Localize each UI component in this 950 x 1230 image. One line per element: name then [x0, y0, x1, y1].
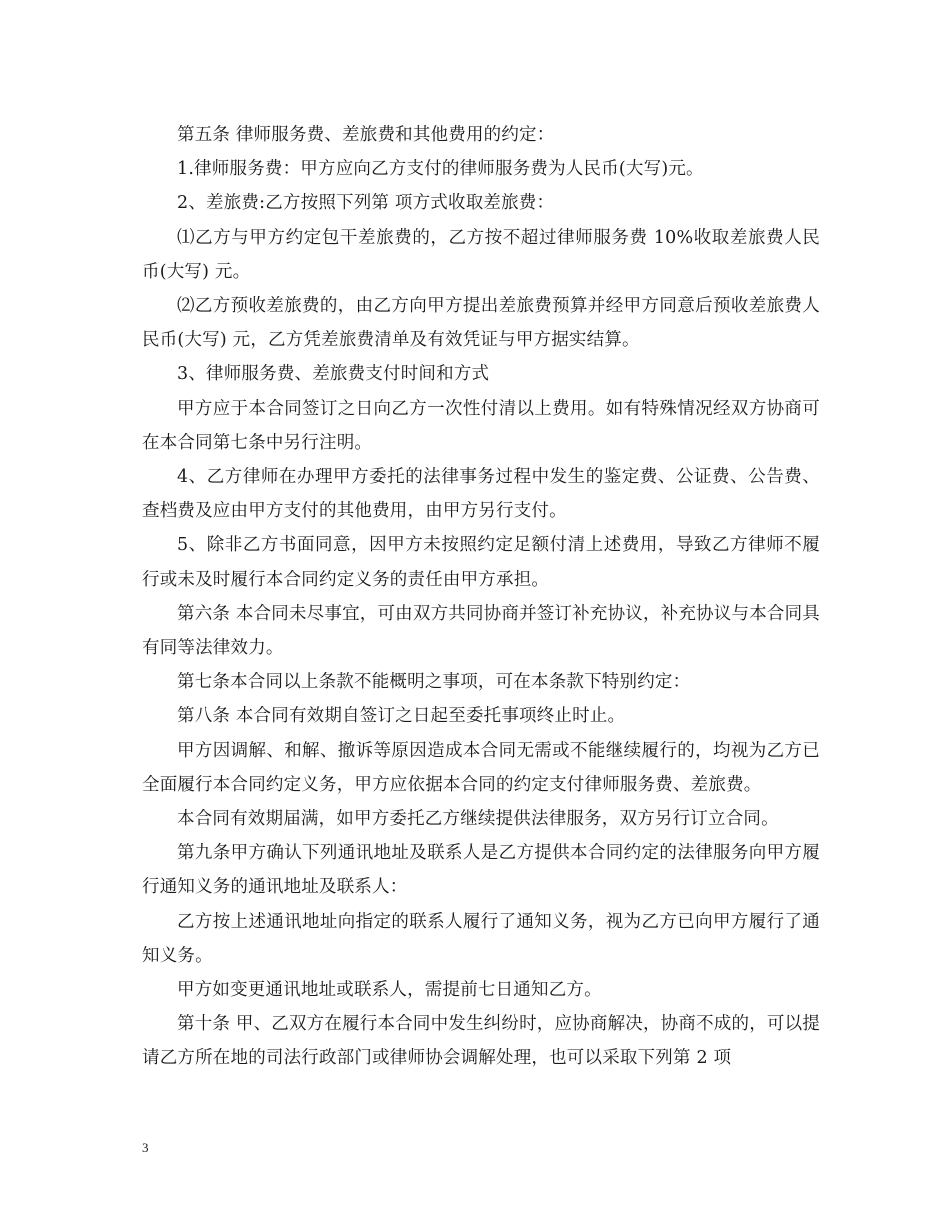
- paragraph-article-9: 第九条甲方确认下列通讯地址及联系人是乙方提供本合同约定的法律服务向甲方履行通知义务的通讯地址及联系人：: [142, 843, 820, 898]
- document-body: [142, 118, 820, 1076]
- paragraph-article-7: 第七条本合同以上条款不能概明之事项，可在本条款下特别约定：: [177, 672, 691, 693]
- paragraph-article-10: 第十条 甲、乙双方在履行本合同中发生纠纷时，应协商解决，协商不成的，可以提请乙方所在地的司法行政部门或律师协会调解处理，也可以采取下列第 2 项: [142, 1014, 820, 1069]
- paragraph-travel-option-1: ⑴乙方与甲方约定包干差旅费的，乙方按不超过律师服务费 10%收取差旅费人民币(大写) 元。: [142, 227, 820, 282]
- paragraph-liability: 5、除非乙方书面同意，因甲方未按照约定足额付清上述费用，导致乙方律师不履行或未及时履行本合同约定义务的责任由甲方承担。: [142, 535, 820, 590]
- paragraph-article-8: 第八条 本合同有效期自签订之日起至委托事项终止时止。: [177, 706, 626, 727]
- paragraph-travel-option-2: ⑵乙方预收差旅费的，由乙方向甲方提出差旅费预算并经甲方同意后预收差旅费人民币(大写) 元，乙方凭差旅费清单及有效凭证与甲方据实结算。: [142, 296, 820, 351]
- paragraph-payment-method: 3、律师服务费、差旅费支付时间和方式: [177, 364, 490, 385]
- paragraph-termination: 甲方因调解、和解、撤诉等原因造成本合同无需或不能继续履行的，均视为乙方已全面履行本合同约定义务，甲方应依据本合同的约定支付律师服务费、差旅费。: [142, 740, 820, 795]
- paragraph-lawyer-fee: 1.律师服务费：甲方应向乙方支付的律师服务费为人民币(大写)元。: [177, 159, 704, 180]
- paragraph-notice-fulfilled: 乙方按上述通讯地址向指定的联系人履行了通知义务，视为乙方已向甲方履行了通知义务。: [142, 911, 820, 966]
- paragraph-payment-terms: 甲方应于本合同签订之日向乙方一次性付清以上费用。如有特殊情况经双方协商可在本合同第七条中另行注明。: [142, 398, 820, 453]
- paragraph-other-fees: 4、乙方律师在办理甲方委托的法律事务过程中发生的鉴定费、公证费、公告费、查档费及应由甲方支付的其他费用，由甲方另行支付。: [142, 467, 820, 522]
- paragraph-renewal: 本合同有效期届满，如甲方委托乙方继续提供法律服务，双方另行订立合同。: [177, 809, 779, 830]
- paragraph-address-change: 甲方如变更通讯地址或联系人，需提前七日通知乙方。: [177, 980, 602, 1001]
- paragraph-article-5-title: 第五条 律师服务费、差旅费和其他费用的约定：: [177, 125, 555, 145]
- page-number: 3: [142, 1140, 149, 1155]
- paragraph-article-6: 第六条 本合同未尽事宜，可由双方共同协商并签订补充协议，补充协议与本合同具有同等法律效力。: [142, 603, 820, 659]
- paragraph-travel-expense: 2、差旅费:乙方按照下列第 项方式收取差旅费：: [177, 193, 555, 214]
